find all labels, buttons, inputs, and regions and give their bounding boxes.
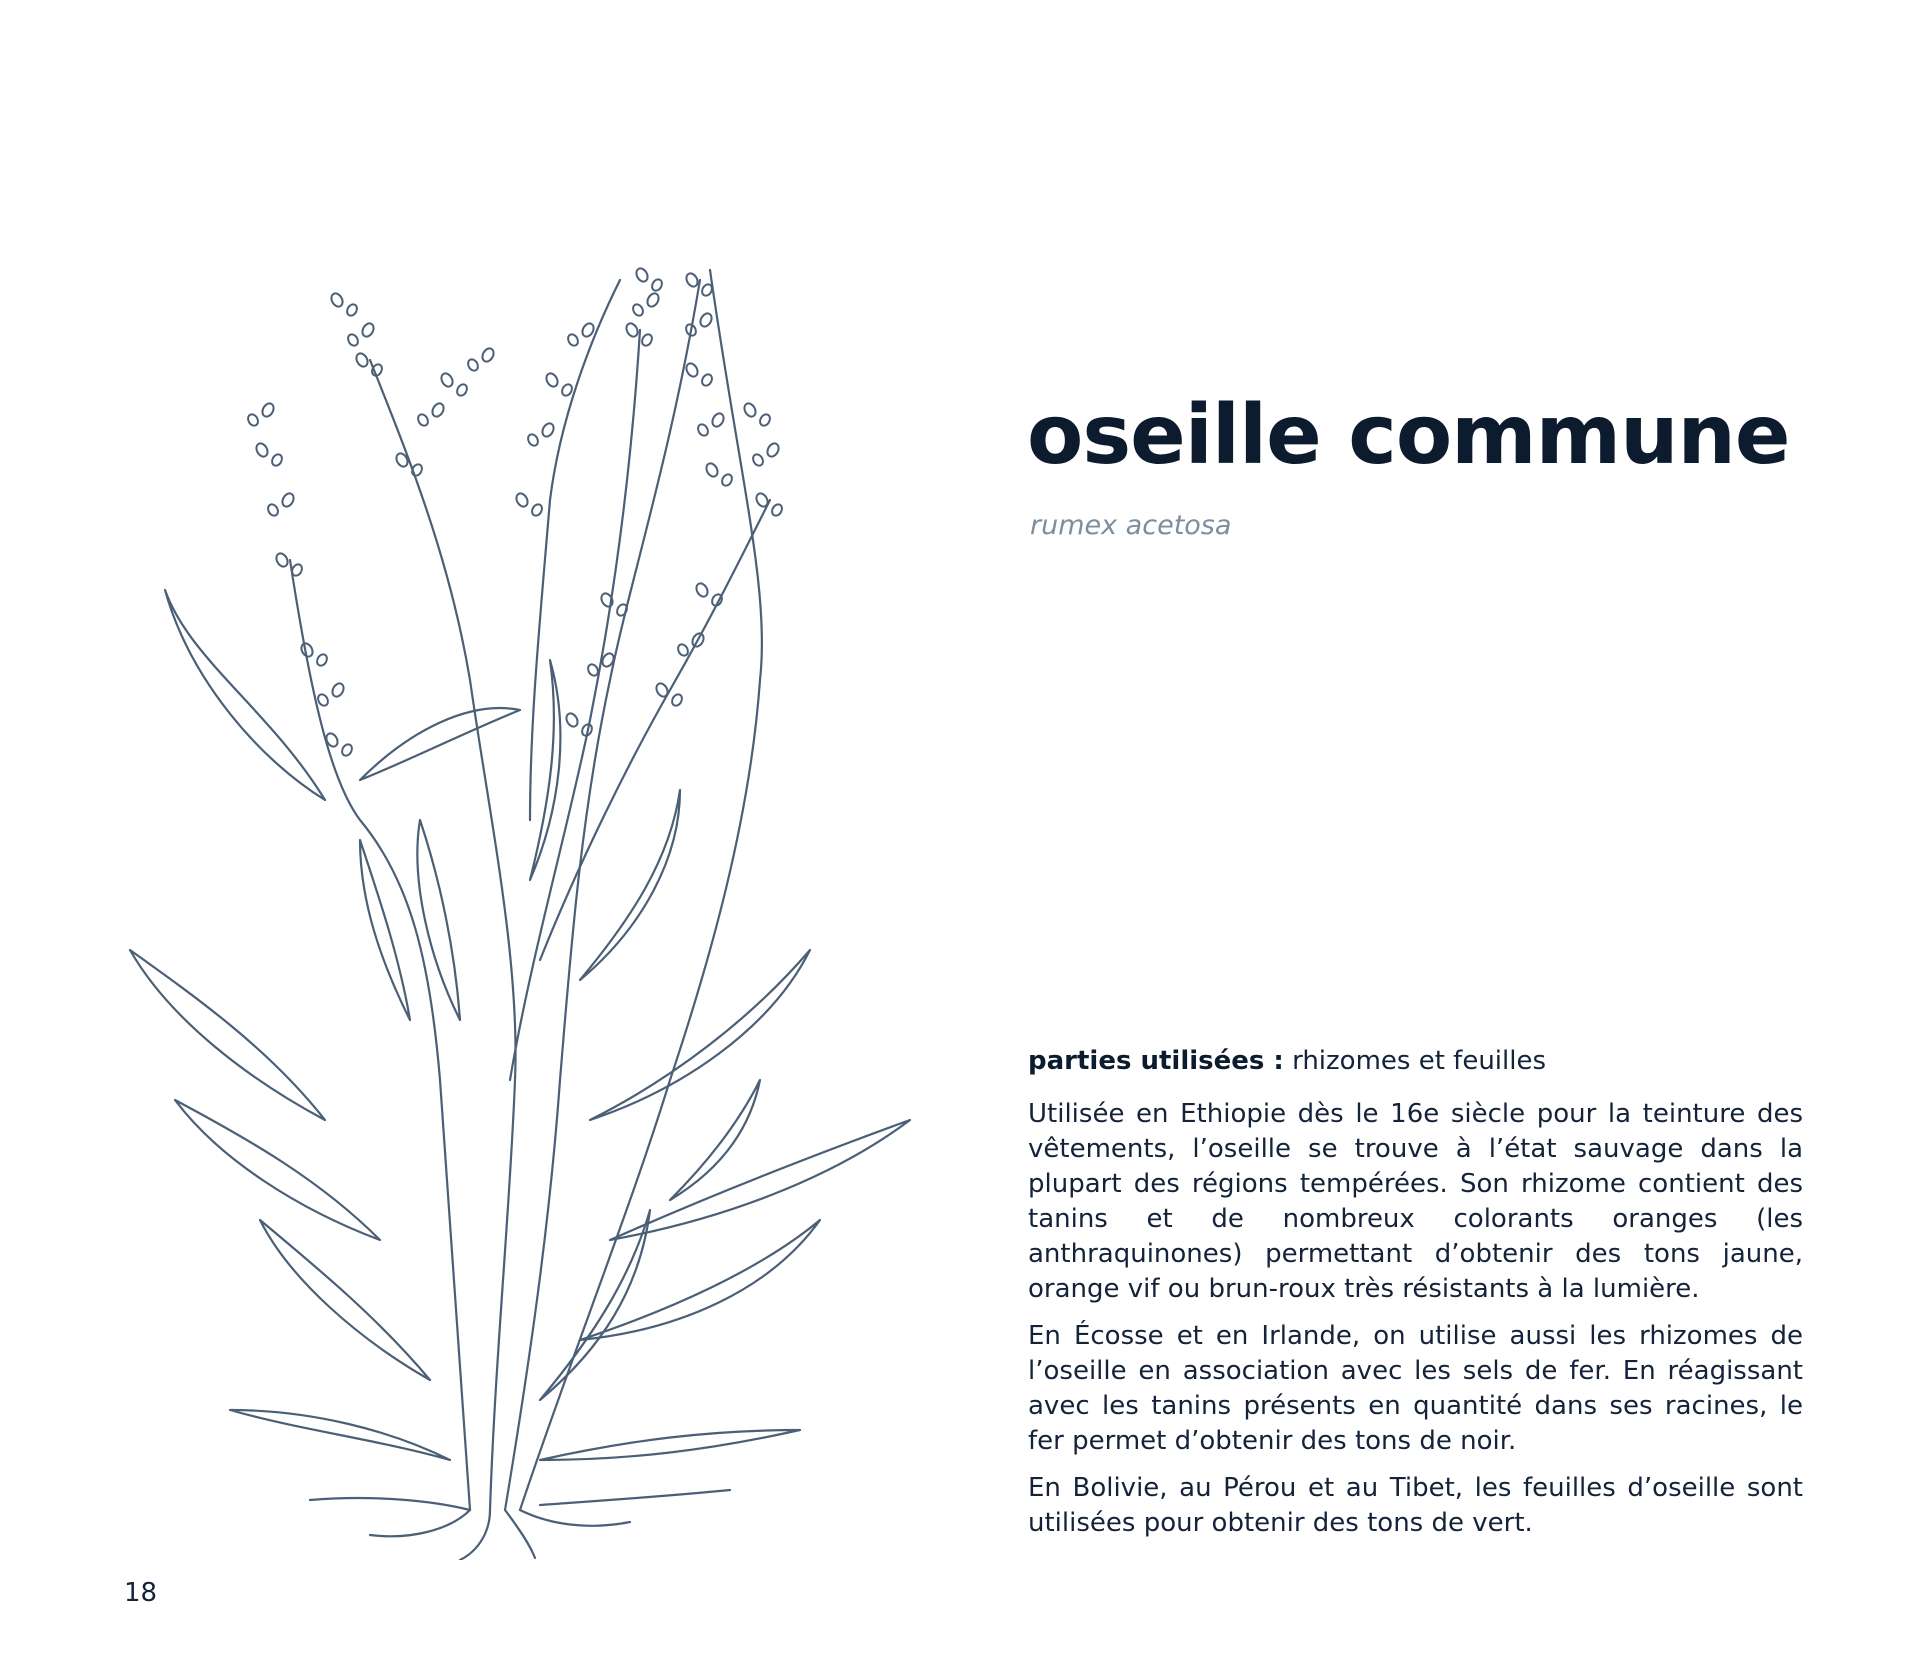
- plant-stem: [530, 280, 620, 820]
- plant-bud: [274, 551, 290, 568]
- plant-bud: [410, 463, 424, 478]
- plant-bud: [696, 423, 710, 438]
- parts-used: [1028, 1044, 1803, 1079]
- plant-bud: [742, 401, 758, 418]
- plant-root: [460, 1510, 490, 1560]
- plant-bud: [540, 421, 556, 438]
- plant-bud: [624, 321, 640, 338]
- plant-leaf: [360, 708, 520, 780]
- plant-common-name: oseille commune: [1027, 388, 1790, 483]
- plant-bud: [299, 641, 315, 658]
- plant-bud: [566, 333, 580, 348]
- plant-bud: [704, 461, 720, 478]
- plant-bud: [751, 453, 765, 468]
- parts-used-label: parties utilisées :: [1028, 1046, 1284, 1076]
- plant-bud: [670, 693, 684, 708]
- plant-root: [310, 1498, 470, 1510]
- plant-root: [370, 1510, 470, 1536]
- plant-bud: [246, 413, 260, 428]
- plant-bud: [694, 581, 710, 598]
- plant-bud: [684, 271, 700, 288]
- description-paragraph: En Écosse et en Irlande, on utilise aussi les rhizomes de l’oseille en association avec les sels de fer. En réagissant avec les tanins présents en quantité dans ses racines, le fer permet d’obtenir des tons de noir.: [1028, 1321, 1803, 1456]
- plant-leaf: [260, 1220, 430, 1380]
- plant-bud: [526, 433, 540, 448]
- plant-bud: [631, 303, 645, 318]
- plant-leaf: [590, 950, 810, 1120]
- plant-bud: [530, 503, 544, 518]
- plant-description: [1028, 1044, 1803, 1553]
- plant-bud: [480, 346, 496, 363]
- plant-bud: [564, 711, 580, 728]
- plant-leaf: [130, 950, 325, 1120]
- plant-leaf: [230, 1410, 450, 1460]
- plant-bud: [345, 303, 359, 318]
- sorrel-plant-illustration: [110, 260, 930, 1560]
- plant-bud: [354, 351, 370, 368]
- plant-bud: [720, 473, 734, 488]
- plant-leaf: [417, 820, 460, 1020]
- plant-stem: [505, 280, 700, 1510]
- plant-bud: [640, 333, 654, 348]
- plant-bud: [466, 358, 480, 373]
- plant-bud: [430, 401, 446, 418]
- plant-bud: [266, 503, 280, 518]
- plant-leaf: [360, 840, 410, 1020]
- plant-leaf: [610, 1120, 910, 1240]
- plant-bud: [580, 321, 596, 338]
- plant-bud: [340, 743, 354, 758]
- plant-bud: [416, 413, 430, 428]
- plant-root: [520, 1510, 630, 1526]
- plant-leaf: [540, 1210, 650, 1400]
- plant-stem: [290, 560, 470, 1510]
- plant-root: [540, 1490, 730, 1505]
- plant-bud: [544, 371, 560, 388]
- plant-bud: [514, 491, 530, 508]
- plant-latin-name: rumex acetosa: [1030, 510, 1232, 541]
- plant-bud: [758, 413, 772, 428]
- plant-bud: [650, 278, 664, 293]
- plant-bud: [329, 291, 345, 308]
- plant-leaf: [540, 1430, 800, 1460]
- plant-bud: [315, 653, 329, 668]
- plant-bud: [316, 693, 330, 708]
- plant-bud: [698, 311, 714, 328]
- plant-bud: [770, 503, 784, 518]
- plant-bud: [700, 373, 714, 388]
- plant-bud: [684, 361, 700, 378]
- plant-bud: [280, 491, 296, 508]
- plant-bud: [260, 401, 276, 418]
- plant-bud: [346, 333, 360, 348]
- plant-leaf: [580, 790, 680, 980]
- plant-bud: [360, 321, 376, 338]
- plant-stem: [540, 500, 770, 960]
- parts-used-value: rhizomes et feuilles: [1292, 1046, 1547, 1076]
- plant-bud: [710, 411, 726, 428]
- plant-bud: [634, 266, 650, 283]
- description-paragraph: Utilisée en Ethiopie dès le 16e siècle pour la teinture des vêtements, l’oseille se trouve à l’état sauvage dans la plupart des régions tempérées. Son rhizome contient des tanins et de nombreux colorants oranges (les anthraquinones) permettant d’obtenir des tons jaune, orange vif ou brun-roux très résistants à la lumière.: [1028, 1099, 1803, 1304]
- plant-bud: [439, 371, 455, 388]
- plant-bud: [455, 383, 469, 398]
- plant-bud: [270, 453, 284, 468]
- plant-bud: [254, 441, 270, 458]
- description-paragraph: En Bolivie, au Pérou et au Tibet, les feuilles d’oseille sont utilisées pour obtenir des tons de vert.: [1028, 1473, 1803, 1538]
- plant-bud: [560, 383, 574, 398]
- plant-bud: [645, 291, 661, 308]
- plant-bud: [765, 441, 781, 458]
- plant-bud: [676, 643, 690, 658]
- plant-bud: [330, 681, 346, 698]
- page-number: 18: [124, 1578, 158, 1608]
- plant-root: [505, 1510, 535, 1558]
- plant-leaf: [175, 1100, 380, 1240]
